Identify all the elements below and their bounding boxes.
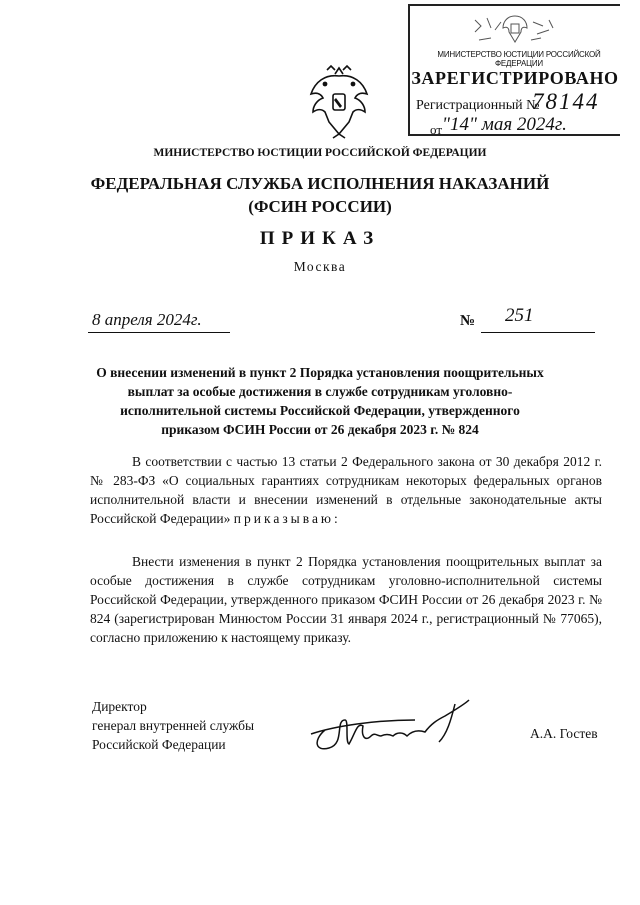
ministry-title: МИНИСТЕРСТВО ЮСТИЦИИ РОССИЙСКОЙ ФЕДЕРАЦИИ — [153, 147, 487, 159]
order-number-underline — [481, 332, 595, 333]
service-title — [0, 172, 640, 218]
signer-name: А.А. Гостев — [530, 726, 598, 741]
signer-position-line3: Российской Федерации — [92, 737, 226, 752]
signer-position-line1: Директор — [92, 699, 147, 714]
order-heading-line2: выплат за особые достижения в службе сотрудникам уголовно- — [127, 384, 513, 399]
signer-position-line2: генерал внутренней службы — [92, 718, 255, 733]
order-date-handwritten: 8 апреля 2024г. — [92, 310, 202, 329]
document-city: Москва — [293, 259, 347, 274]
stamp-date-prefix: от — [430, 122, 443, 137]
stamp-date-handwritten: "14" мая 2024г. — [442, 114, 567, 135]
service-title-line1: ФЕДЕРАЛЬНАЯ СЛУЖБА ИСПОЛНЕНИЯ НАКАЗАНИЙ — [90, 174, 550, 193]
service-title-line2: (ФСИН РОССИИ) — [248, 197, 392, 216]
order-number-handwritten: 251 — [505, 305, 534, 326]
signer-position — [92, 697, 254, 754]
stamp-ministry-name: МИНИСТЕРСТВО ЮСТИЦИИ РОССИЙСКОЙ ФЕДЕРАЦИИ — [437, 50, 601, 68]
body-paragraph-1 — [90, 452, 602, 528]
document-type: ПРИКАЗ — [259, 228, 381, 249]
body-paragraph-2: Внести изменения в пункт 2 Порядка установления поощрительных выплат за особые достижения в службе сотрудникам уголовно-исполнительной системы Российской Федерации, утвержденного приказом ФСИН России от 26 декабря 2023 г. № 824 (зарегистрирован Минюстом России 31 января 2024 г., регистрационный № 77065), согласно приложению к настоящему приказу. — [90, 554, 602, 645]
order-word: приказываю: — [233, 511, 341, 526]
registration-stamp — [408, 4, 620, 136]
order-heading-line1: О внесении изменений в пункт 2 Порядка установления поощрительных — [96, 365, 544, 380]
order-heading — [80, 363, 560, 439]
stamp-registered-text: ЗАРЕГИСТРИРОВАНО — [411, 68, 619, 88]
order-heading-line3: исполнительной системы Российской Федерации, утвержденного — [120, 403, 520, 418]
coat-of-arms-emblem — [305, 64, 373, 140]
body-paragraph-1-text: В соответствии с частью 13 статьи 2 Федерального закона от 30 декабря 2012 г. № 283-ФЗ «О социальных гарантиях сотрудникам некоторых федеральных органов исполнительной власти и внесении изменений в отдельные законодательные акты Российской Федерации» — [90, 454, 602, 526]
order-number-label: № — [460, 313, 476, 329]
order-date-underline — [88, 332, 230, 333]
stamp-regno-value: 78144 — [532, 89, 600, 114]
handwritten-signature — [305, 690, 480, 760]
order-heading-line4: приказом ФСИН России от 26 декабря 2023 г. № 824 — [161, 422, 479, 437]
stamp-regno-label: Регистрационный № — [416, 98, 540, 113]
stamp-emblem-icon — [465, 10, 565, 48]
